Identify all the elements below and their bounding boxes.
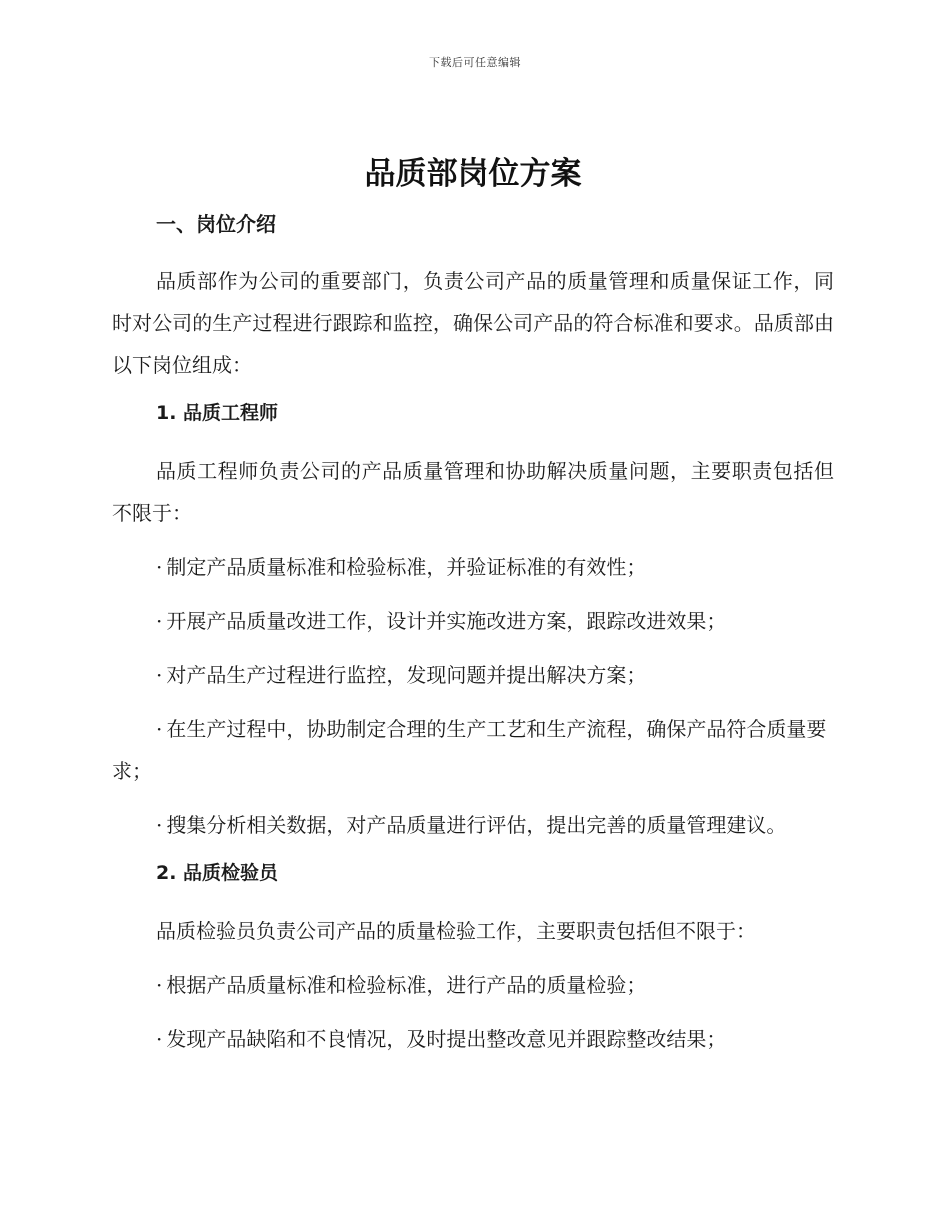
- role-intro-quality-engineer: 品质工程师负责公司的产品质量管理和协助解决质量问题，主要职责包括但不限于：: [112, 459, 834, 525]
- document-page: [112, 148, 834, 1072]
- header-note: 下载后可任意编辑: [429, 56, 521, 69]
- duty-text: 在生产过程中，协助制定合理的生产工艺和生产流程，确保产品符合质量要求；: [112, 717, 827, 783]
- document-title: 品质部岗位方案: [364, 156, 582, 192]
- section-heading-intro: 一、岗位介绍: [156, 212, 276, 236]
- bullet-icon: ·: [156, 555, 163, 579]
- duty-text: 根据产品质量标准和检验标准，进行产品的质量检验；: [166, 973, 647, 997]
- duty-item: [112, 708, 834, 792]
- bullet-icon: ·: [156, 717, 163, 741]
- duty-text: 制定产品质量标准和检验标准，并验证标准的有效性；: [166, 555, 647, 579]
- role-heading-quality-engineer: 1. 品质工程师: [156, 402, 279, 424]
- bullet-icon: ·: [156, 973, 163, 997]
- bullet-icon: ·: [156, 609, 163, 633]
- duty-item: [112, 546, 834, 588]
- bullet-icon: ·: [156, 1027, 163, 1051]
- duty-text: 对产品生产过程进行监控，发现问题并提出解决方案；: [166, 663, 647, 687]
- bullet-icon: ·: [156, 813, 163, 837]
- role-heading-quality-inspector: 2. 品质检验员: [156, 862, 279, 884]
- duty-text: 开展产品质量改进工作，设计并实施改进方案，跟踪改进效果；: [166, 609, 727, 633]
- duty-item: [112, 804, 834, 846]
- section-intro-paragraph: 品质部作为公司的重要部门，负责公司产品的质量管理和质量保证工作，同时对公司的生产过程进行跟踪和监控，确保公司产品的符合标准和要求。品质部由以下岗位组成：: [112, 269, 834, 377]
- role-intro-quality-inspector: 品质检验员负责公司产品的质量检验工作，主要职责包括但不限于：: [156, 919, 756, 943]
- bullet-icon: ·: [156, 663, 163, 687]
- duty-text: 发现产品缺陷和不良情况，及时提出整改意见并跟踪整改结果；: [166, 1027, 727, 1051]
- duty-item: [112, 654, 834, 696]
- duty-item: [112, 964, 834, 1006]
- duty-item: [112, 600, 834, 642]
- duty-text: 搜集分析相关数据，对产品质量进行评估，提出完善的质量管理建议。: [166, 813, 787, 837]
- duty-item: [112, 1018, 834, 1060]
